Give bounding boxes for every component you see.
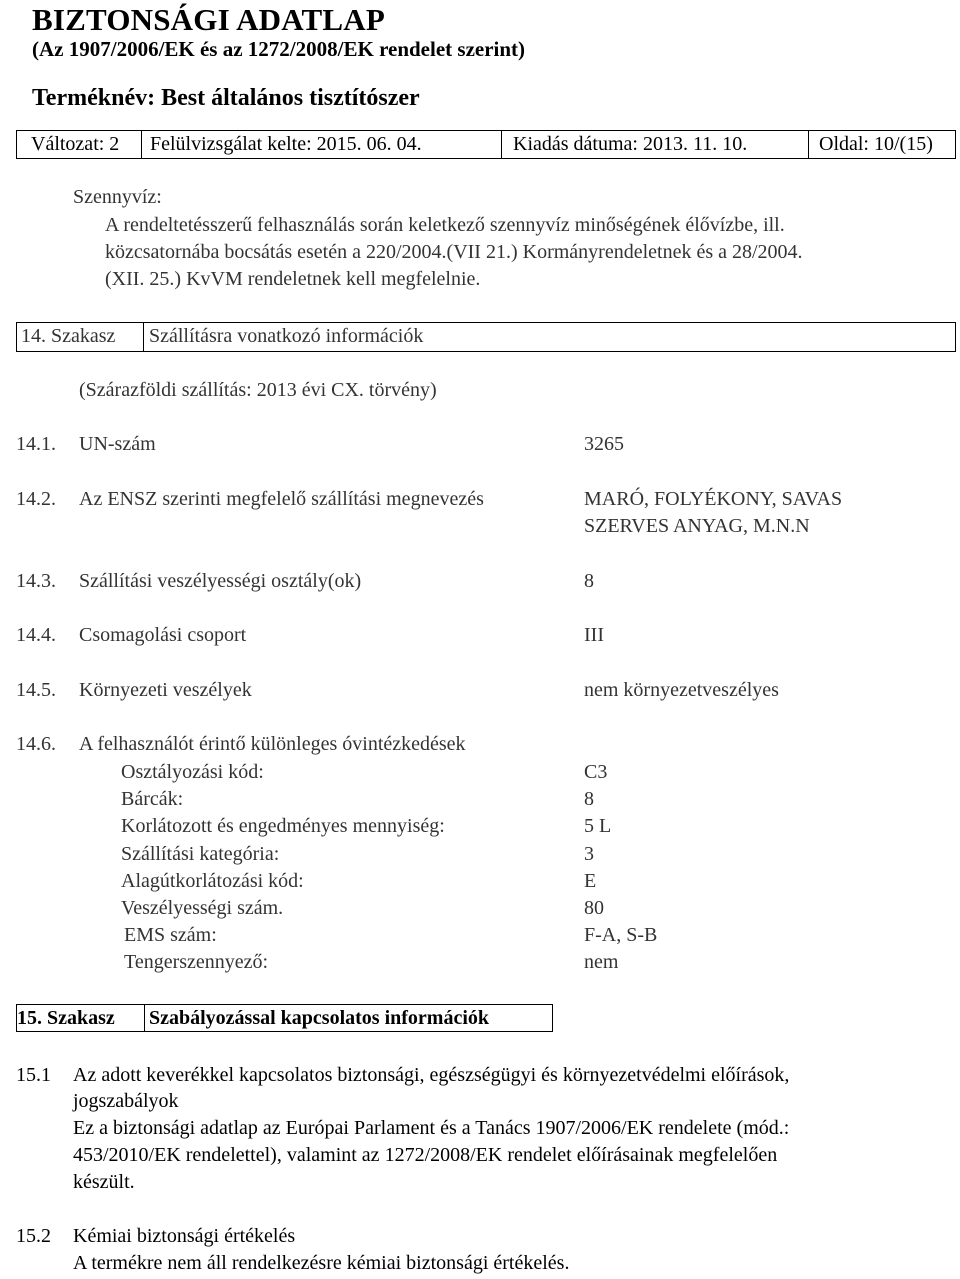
regulation-subtitle: (Az 1907/2006/EK és az 1272/2008/EK rendelet szerint) [32, 37, 526, 61]
item-value: nem környezetveszélyes [584, 679, 779, 701]
subsection-number: 15.2 [16, 1225, 51, 1247]
divider [501, 131, 502, 158]
precaution-value: F-A, S-B [584, 924, 658, 946]
item-number: 14.4. [16, 624, 56, 646]
version: Változat: 2 [31, 133, 120, 155]
precaution-label: Tengerszennyező: [124, 951, 269, 973]
precaution-label: Alagútkorlátozási kód: [121, 870, 304, 892]
subsection-title: jogszabályok [73, 1090, 179, 1112]
section-title: Szállításra vonatkozó információk [149, 325, 424, 347]
precaution-value: 8 [584, 788, 594, 810]
divider [141, 131, 142, 158]
subsection-number: 15.1 [16, 1064, 51, 1086]
section-14-header [16, 322, 956, 352]
item-label: Csomagolási csoport [79, 624, 247, 646]
item-value: MARÓ, FOLYÉKONY, SAVAS [584, 488, 843, 510]
item-value: 8 [584, 570, 594, 592]
item-value: 3265 [584, 433, 624, 455]
section-number: 14. Szakasz [21, 325, 116, 347]
item-number: 14.1. [16, 433, 56, 455]
subsection-title: Az adott keverékkel kapcsolatos biztonsági, egészségügyi és környezetvédelmi előírások, [73, 1064, 790, 1086]
section-14-subtitle: (Szárazföldi szállítás: 2013 évi CX. törvény) [79, 379, 437, 401]
precaution-value: 5 L [584, 815, 612, 837]
divider [143, 323, 144, 351]
item-number: 14.3. [16, 570, 56, 592]
subsection-text: 453/2010/EK rendelettel), valamint az 1272/2008/EK rendelet előírásainak megfelelően [73, 1144, 778, 1166]
item-label: UN-szám [79, 433, 156, 455]
item-number: 14.6. [16, 733, 56, 755]
precaution-value: C3 [584, 761, 608, 783]
item-label: Szállítási veszélyességi osztály(ok) [79, 570, 362, 592]
subsection-text: Ez a biztonsági adatlap az Európai Parlament és a Tanács 1907/2006/EK rendelete (mód.: [73, 1117, 790, 1139]
item-label: Környezeti veszélyek [79, 679, 252, 701]
precaution-label: EMS szám: [124, 924, 217, 946]
item-number: 14.2. [16, 488, 56, 510]
version-bar [16, 130, 956, 159]
precaution-label: Veszélyességi szám. [121, 897, 284, 919]
precaution-label: Osztályozási kód: [121, 761, 264, 783]
document-title: BIZTONSÁGI ADATLAP [32, 2, 386, 37]
precaution-label: Szállítási kategória: [121, 843, 280, 865]
subsection-text: A termékre nem áll rendelkezésre kémiai biztonsági értékelés. [73, 1252, 570, 1274]
divider [808, 131, 809, 158]
wastewater-text-line: (XII. 25.) KvVM rendeletnek kell megfelelnie. [105, 268, 481, 290]
item-value: III [584, 624, 604, 646]
item-number: 14.5. [16, 679, 56, 701]
wastewater-text-line: közcsatornába bocsátás esetén a 220/2004.(VII 21.) Kormányrendeletnek és a 28/2004. [105, 241, 803, 263]
precaution-value: 80 [584, 897, 604, 919]
section-title: Szabályozással kapcsolatos információk [149, 1007, 490, 1029]
section-15-header [16, 1004, 553, 1032]
subsection-title: Kémiai biztonsági értékelés [73, 1225, 296, 1247]
divider [144, 1005, 145, 1031]
wastewater-label: Szennyvíz: [73, 186, 162, 208]
item-label: A felhasználót érintő különleges óvintézkedések [79, 733, 466, 755]
revision-date: Felülvizsgálat kelte: 2015. 06. 04. [150, 133, 422, 155]
issue-date: Kiadás dátuma: 2013. 11. 10. [513, 133, 748, 155]
item-value-continued: SZERVES ANYAG, M.N.N [584, 515, 810, 537]
precaution-label: Bárcák: [121, 788, 184, 810]
section-number: 15. Szakasz [17, 1007, 115, 1029]
subsection-text: készült. [73, 1171, 135, 1193]
precaution-value: E [584, 870, 597, 892]
precaution-label: Korlátozott és engedményes mennyiség: [121, 815, 445, 837]
item-label: Az ENSZ szerinti megfelelő szállítási megnevezés [79, 488, 484, 510]
precaution-value: nem [584, 951, 619, 973]
product-name: Terméknév: Best általános tisztítószer [32, 85, 420, 111]
page-number: Oldal: 10/(15) [819, 133, 933, 155]
wastewater-text-line: A rendeltetésszerű felhasználás során keletkező szennyvíz minőségének élővízbe, ill. [105, 214, 785, 236]
precaution-value: 3 [584, 843, 594, 865]
